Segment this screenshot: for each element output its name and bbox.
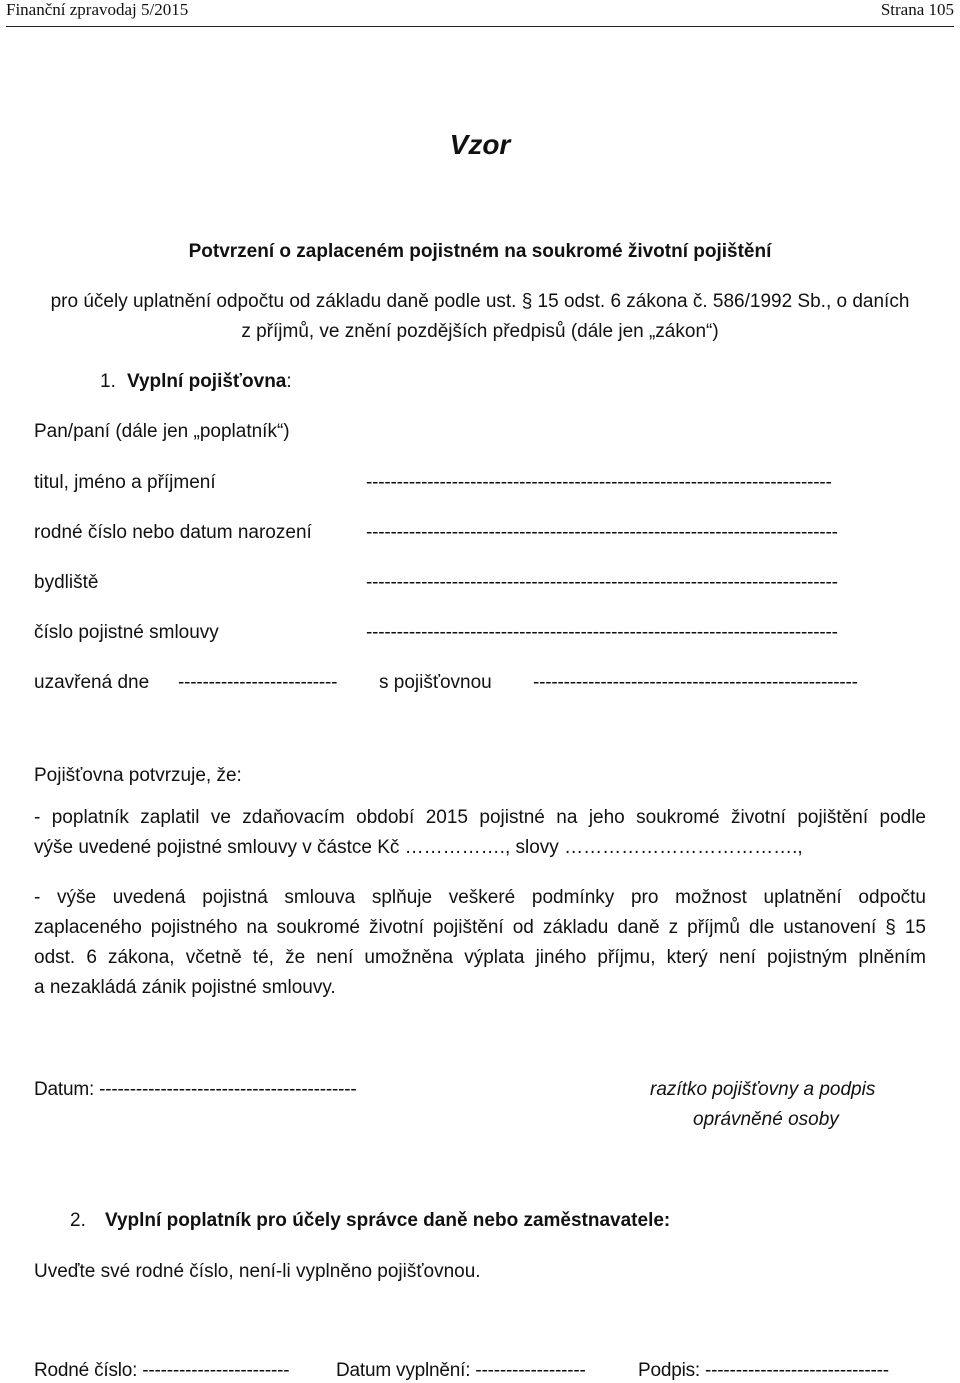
- insurer-date-field: Datum: ------------------------------------------: [34, 1079, 357, 1100]
- legal-reference-line1: pro účely uplatnění odpočtu od základu daně podle ust. § 15 odst. 6 zákona č. 586/1992 Sb., o daních: [50, 291, 910, 312]
- page-title: Vzor: [449, 129, 511, 160]
- section2-number: 2.: [70, 1210, 86, 1231]
- section1-number: 1.: [100, 371, 116, 392]
- field-blank-policy-number: -----------------------------------------------------------------------------: [366, 622, 838, 643]
- birth-number-field: Rodné číslo: ------------------------: [34, 1360, 290, 1381]
- paragraph-line: odst. 6 zákona, včetně té, že není umožněna výplata jiného příjmu, který není pojistným plněním: [34, 947, 926, 968]
- field-label-policy-number: číslo pojistné smlouvy: [34, 622, 219, 643]
- header-rule: [6, 26, 954, 27]
- confirmation-paragraph-payment: [34, 803, 926, 863]
- legal-reference-line2: z příjmů, ve znění pozdějších předpisů (dále jen „zákon“): [241, 321, 719, 342]
- header-page-number: Strana 105: [880, 0, 954, 19]
- field-blank-name: ----------------------------------------------------------------------------: [366, 472, 832, 493]
- section1-heading: [127, 371, 292, 393]
- section1-colon: :: [286, 371, 292, 392]
- field-blank-residence: -----------------------------------------------------------------------------: [366, 572, 838, 593]
- field-blank-concluded: --------------------------: [178, 672, 338, 693]
- section1-label: Vyplní pojišťovna: [127, 371, 287, 392]
- payer-intro: Pan/paní (dále jen „poplatník“): [34, 421, 290, 442]
- fill-date-field: Datum vyplnění: ------------------: [336, 1360, 586, 1381]
- paragraph-line: výše uvedené pojistné smlouvy v částce Kč ……………., slovy ……………………………….,: [34, 837, 803, 858]
- field-label-residence: bydliště: [34, 572, 99, 593]
- field-blank-insurer: -----------------------------------------------------: [533, 672, 858, 693]
- field-label-birth-number: rodné číslo nebo datum narození: [34, 522, 312, 543]
- paragraph-line: zaplaceného pojistného na soukromé životní pojištění od základu daně z příjmů dle ustanovení § 15: [34, 917, 926, 938]
- field-label-insurer: s pojišťovnou: [379, 672, 492, 693]
- confirmation-intro: Pojišťovna potvrzuje, že:: [34, 765, 242, 786]
- field-label-name: titul, jméno a příjmení: [34, 472, 216, 493]
- paragraph-line: - výše uvedená pojistná smlouva splňuje veškeré podmínky pro možnost uplatnění odpočtu: [34, 887, 926, 908]
- field-blank-birth-number: -----------------------------------------------------------------------------: [366, 522, 838, 543]
- confirmation-paragraph-conditions: [34, 883, 926, 1003]
- paragraph-line: - poplatník zaplatil ve zdaňovacím období 2015 pojistné na jeho soukromé životní pojištění podle: [34, 807, 926, 828]
- stamp-signature-label-line2: oprávněné osoby: [693, 1109, 839, 1130]
- signature-field: Podpis: ------------------------------: [638, 1360, 889, 1381]
- section2-instruction: Uveďte své rodné číslo, není-li vyplněno pojišťovnou.: [34, 1261, 481, 1282]
- document-heading: Potvrzení o zaplaceném pojistném na soukromé životní pojištění: [188, 241, 772, 262]
- section2-heading: Vyplní poplatník pro účely správce daně nebo zaměstnavatele:: [105, 1210, 671, 1231]
- field-label-concluded: uzavřená dne: [34, 672, 150, 693]
- stamp-signature-label-line1: razítko pojišťovny a podpis: [650, 1079, 876, 1100]
- header-publication: Finanční zpravodaj 5/2015: [6, 0, 189, 19]
- paragraph-line: a nezakládá zánik pojistné smlouvy.: [34, 977, 336, 998]
